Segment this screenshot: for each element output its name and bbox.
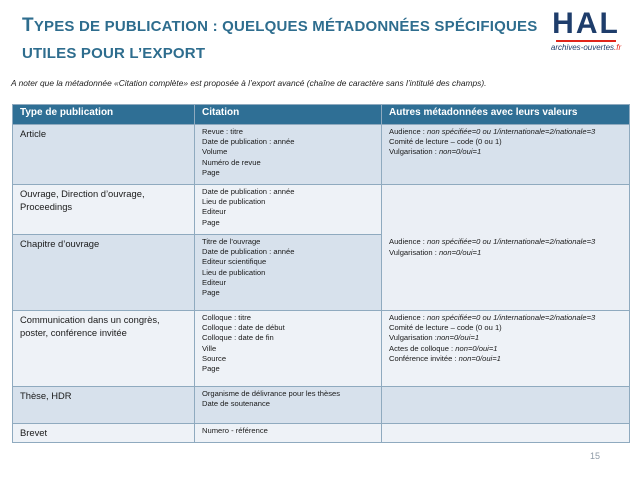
citation-line: Lieu de publication xyxy=(202,267,266,277)
meta-value: non spécifiée=0 ou 1/internationale=2/nationale=3 xyxy=(427,313,596,322)
hal-logo xyxy=(546,7,626,57)
meta-line xyxy=(389,137,622,147)
col-header-meta: Autres métadonnées avec leurs valeurs xyxy=(382,105,630,125)
title-part: PUBLICATION xyxy=(104,18,209,35)
table-row-brevet xyxy=(13,424,630,443)
table-row-communication xyxy=(13,311,630,387)
meta-value: non=0/oui=1 xyxy=(455,343,498,353)
meta-value: non=0/oui=1 xyxy=(438,247,482,257)
citation-line: Page xyxy=(202,167,220,177)
meta-line xyxy=(389,248,622,258)
logo-sub-ext: .fr xyxy=(614,43,622,52)
title-line-1 xyxy=(22,12,537,40)
citation-line: Volume xyxy=(202,147,228,157)
meta-cell xyxy=(382,311,630,387)
citation-line: Titre de l’ouvrage xyxy=(202,237,261,246)
type-cell: Brevet xyxy=(13,424,195,443)
citation-line: Date de publication : année xyxy=(202,137,295,147)
citation-line: Date de publication : année xyxy=(202,187,295,196)
meta-cell-empty xyxy=(382,424,630,443)
citation-cell xyxy=(195,185,382,235)
col-header-citation: Citation xyxy=(195,105,382,125)
citation-line: Lieu de publication xyxy=(202,197,266,207)
citation-line: Ville xyxy=(202,343,217,353)
citation-line: Editeur xyxy=(202,207,227,217)
meta-label: Comité de lecture – code (0 ou 1) xyxy=(389,323,502,333)
type-cell: Thèse, HDR xyxy=(13,387,195,424)
title-cap: T xyxy=(22,15,34,36)
meta-label: Conférence invitée : xyxy=(389,353,459,363)
citation-line: Organisme de délivrance pour les thèses xyxy=(202,389,341,398)
citation-line: Colloque : titre xyxy=(202,313,251,322)
citation-line: Editeur xyxy=(202,277,227,287)
citation-line: Revue : titre xyxy=(202,127,243,136)
logo-word: HAL xyxy=(552,7,620,40)
export-note: A noter que la métadonnée «Citation complète» est proposée à l’export avancé (chaîne de caractère sans l’intitulé des champs). xyxy=(11,78,487,88)
publication-table xyxy=(12,104,630,443)
title-line-2: UTILES POUR L’EXPORT xyxy=(22,45,206,62)
type-cell: Ouvrage, Direction d’ouvrage, Proceedings xyxy=(13,185,195,235)
table-row-article xyxy=(13,125,630,185)
meta-value: non spécifiée=0 ou 1/internationale=2/nationale=3 xyxy=(427,127,596,136)
meta-cell-empty xyxy=(382,387,630,424)
meta-value: non=0/oui=1 xyxy=(436,333,480,343)
logo-accent-bar xyxy=(556,40,616,42)
citation-line: Page xyxy=(202,217,220,227)
citation-line: Numero - référence xyxy=(202,426,268,435)
citation-cell xyxy=(195,387,382,424)
citation-line: Date de publication : année xyxy=(202,247,295,257)
title-part: QUELQUES MÉTADONNÉES SPÉCIFIQUES xyxy=(222,18,538,35)
meta-label: Vulgarisation : xyxy=(389,147,439,157)
meta-label: Actes de colloque : xyxy=(389,343,456,353)
citation-line: Editeur scientifique xyxy=(202,257,267,267)
meta-label: Vulgarisation : xyxy=(389,247,439,257)
meta-label: Audience : xyxy=(389,127,427,136)
meta-line xyxy=(389,237,622,247)
slide-title xyxy=(22,12,537,67)
citation-cell xyxy=(195,311,382,387)
meta-line xyxy=(389,344,622,354)
table-row-these xyxy=(13,387,630,424)
citation-line: Page xyxy=(202,364,220,374)
type-cell: Chapitre d’ouvrage xyxy=(13,235,195,311)
citation-line: Numéro de revue xyxy=(202,157,261,167)
citation-cell xyxy=(195,424,382,443)
meta-line xyxy=(389,313,622,323)
table-header-row xyxy=(13,105,630,125)
citation-line: Date de soutenance xyxy=(202,399,270,409)
meta-label: Audience : xyxy=(389,237,427,247)
citation-cell xyxy=(195,235,382,311)
citation-line: Source xyxy=(202,353,227,363)
citation-line: Colloque : date de début xyxy=(202,323,285,333)
col-header-type: Type de publication xyxy=(13,105,195,125)
table-row-ouvrage xyxy=(13,185,630,235)
meta-line xyxy=(389,333,622,343)
logo-subtitle xyxy=(546,43,626,52)
meta-label: Vulgarisation : xyxy=(389,333,437,343)
meta-value: non=0/oui=1 xyxy=(438,147,482,157)
meta-line xyxy=(389,127,622,137)
meta-cell-merged xyxy=(382,185,630,311)
type-cell: Communication dans un congrès, poster, conférence invitée xyxy=(13,311,195,387)
meta-line xyxy=(389,323,622,333)
type-cell: Article xyxy=(13,125,195,185)
meta-cell xyxy=(382,125,630,185)
citation-cell xyxy=(195,125,382,185)
meta-line xyxy=(389,147,622,157)
logo-sub-main: archives-ouvertes xyxy=(550,43,615,52)
title-part: YPES DE xyxy=(33,18,105,35)
meta-value: non=0/oui=1 xyxy=(458,353,501,363)
page-number: 15 xyxy=(589,451,600,461)
meta-label: Comité de lecture – code (0 ou 1) xyxy=(389,137,502,147)
meta-value: non spécifiée=0 ou 1/internationale=2/nationale=3 xyxy=(427,237,596,247)
citation-line: Colloque : date de fin xyxy=(202,333,274,343)
meta-label: Audience : xyxy=(389,313,427,322)
title-part: : xyxy=(208,18,223,35)
meta-line xyxy=(389,354,622,364)
citation-line: Page xyxy=(202,288,220,298)
